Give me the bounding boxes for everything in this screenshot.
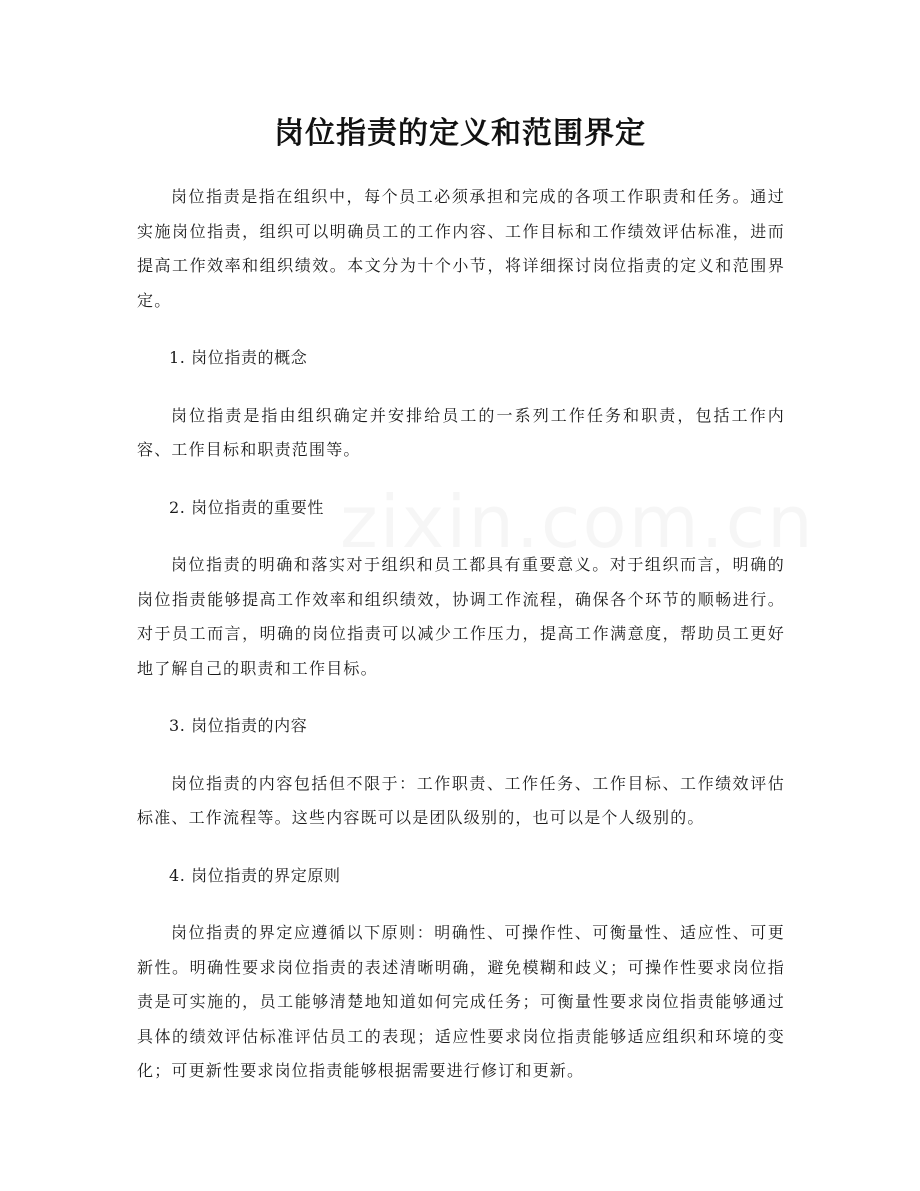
section-heading-3: 3. 岗位指责的内容 — [169, 716, 308, 735]
section-paragraph-2: 岗位指责的明确和落实对于组织和员工都具有重要意义。对于组织而言，明确的岗位指责能够提高工作效率和组织绩效，协调工作流程，确保各个环节的顺畅进行。对于员工而言，明确的岗位指责可以减少工作压力，提高工作满意度，帮助员工更好地了解自己的职责和工作目标。 — [137, 555, 785, 678]
section-paragraph-4: 岗位指责的界定应遵循以下原则：明确性、可操作性、可衡量性、适应性、可更新性。明确性要求岗位指责的表述清晰明确，避免模糊和歧义；可操作性要求岗位指责是可实施的，员工能够清楚地知道如何完成任务；可衡量性要求岗位指责能够通过具体的绩效评估标准评估员工的表现；适应性要求岗位指责能够适应组织和环境的变化；可更新性要求岗位指责能够根据需要进行修订和更新。 — [137, 923, 785, 1080]
page-title: 岗位指责的定义和范围界定 — [274, 116, 646, 151]
section-paragraph-1: 岗位指责是指由组织确定并安排给员工的一系列工作任务和职责，包括工作内容、工作目标和职责范围等。 — [137, 405, 785, 459]
intro-paragraph: 岗位指责是指在组织中，每个员工必须承担和完成的各项工作职责和任务。通过实施岗位指责，组织可以明确员工的工作内容、工作目标和工作绩效评估标准，进而提高工作效率和组织绩效。本文分为十个小节，将详细探讨岗位指责的定义和范围界定。 — [137, 187, 785, 310]
section-heading-4: 4. 岗位指责的界定原则 — [169, 865, 341, 885]
section-paragraph-3: 岗位指责的内容包括但不限于：工作职责、工作任务、工作目标、工作绩效评估标准、工作流程等。这些内容既可以是团队级别的，也可以是个人级别的。 — [137, 773, 785, 827]
document-body — [137, 180, 785, 1112]
section-heading-2: 2. 岗位指责的重要性 — [169, 497, 324, 517]
section-heading-1: 1. 岗位指责的概念 — [169, 348, 308, 367]
